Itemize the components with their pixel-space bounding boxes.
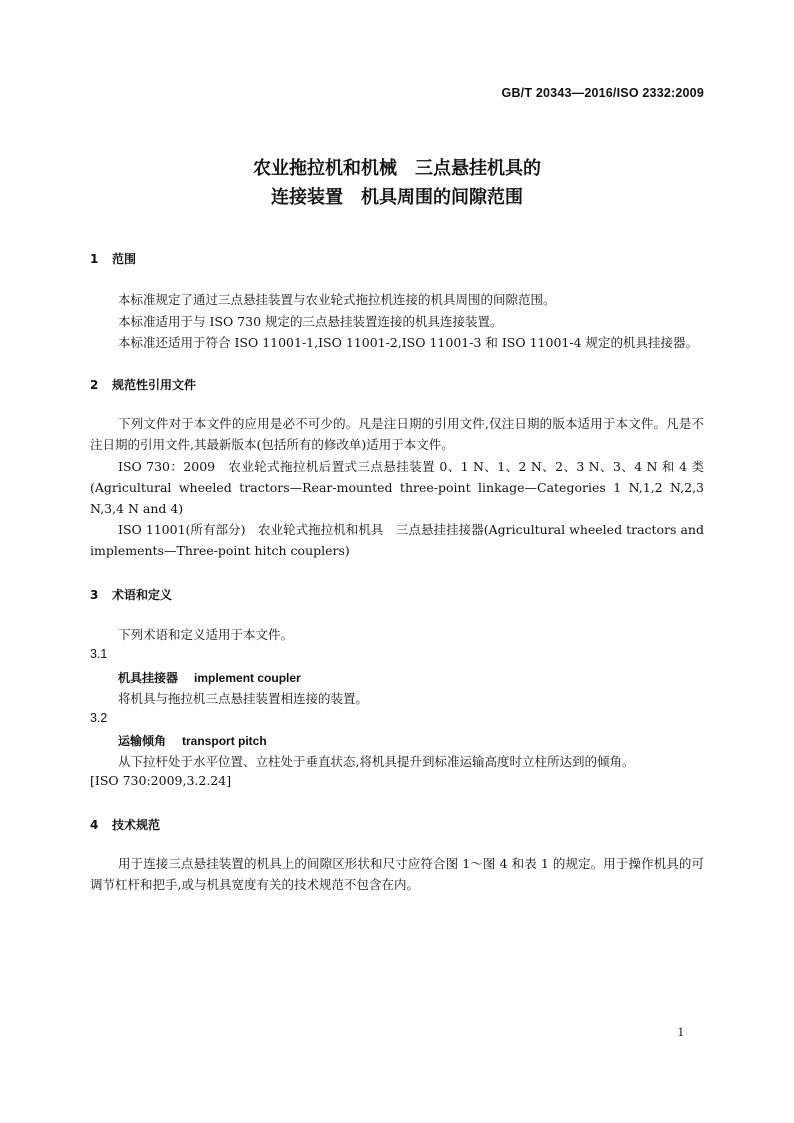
section-title: 规范性引用文件 xyxy=(112,378,197,392)
document-title-line-1: 农业拖拉机和机械 三点悬挂机具的 xyxy=(253,158,541,179)
term-3-1-heading xyxy=(118,669,301,686)
section-3-intro: 下列术语和定义适用于本文件。 xyxy=(118,627,294,642)
normative-reference-iso-730: ISO 730：2009 农业轮式拖拉机后置式三点悬挂装置 0、1 N、1、2 N、2、3 N、3、4 N 和 4 类(Agricultural wheeled tractors—Rear-mounted three-point linkage—Categories 1 N,1,2 N,2,3 N,3,4 N and 4) xyxy=(90,459,704,516)
normative-reference-iso-11001: ISO 11001(所有部分) 农业轮式拖拉机和机具 三点悬挂挂接器(Agricultural wheeled tractors and implements—Three-point hitch couplers) xyxy=(90,522,704,558)
term-3-2-definition: 从下拉杆处于水平位置、立柱处于垂直状态,将机具提升到标准运输高度时立柱所达到的倾角。 xyxy=(118,754,635,769)
document-title-line-2: 连接装置 机具周围的间隙范围 xyxy=(271,187,523,208)
term-3-2-number: 3.2 xyxy=(90,711,108,725)
section-1-paragraph-1: 本标准规定了通过三点悬挂装置与农业轮式拖拉机连接的机具周围的间隙范围。 xyxy=(118,292,556,307)
section-1-paragraph-3: 本标准还适用于符合 ISO 11001-1,ISO 11001-2,ISO 11001-3 和 ISO 11001-4 规定的机具挂接器。 xyxy=(118,335,698,350)
term-chinese: 机具挂接器 xyxy=(118,671,179,685)
term-chinese: 运输倾角 xyxy=(118,734,167,748)
section-2-heading xyxy=(90,376,196,393)
standard-code-header: GB/T 20343—2016/ISO 2332:2009 xyxy=(501,86,704,100)
term-english: implement coupler xyxy=(194,671,301,685)
section-1-paragraph-2: 本标准适用于与 ISO 730 规定的三点悬挂装置连接的机具连接装置。 xyxy=(118,314,503,329)
section-title: 技术规范 xyxy=(112,818,161,832)
section-title: 范围 xyxy=(112,252,137,266)
section-number: 1 xyxy=(90,252,99,266)
section-4-paragraph-1: 用于连接三点悬挂装置的机具上的间隙区形状和尺寸应符合图 1～图 4 和表 1 的规定。用于操作机具的可调节杠杆和把手,或与机具宽度有关的技术规范不包含在内。 xyxy=(90,856,704,892)
section-number: 3 xyxy=(90,588,99,602)
term-3-1-definition: 将机具与拖拉机三点悬挂装置相连接的装置。 xyxy=(118,691,369,706)
section-4-heading xyxy=(90,816,160,833)
page-number: 1 xyxy=(677,1024,684,1039)
section-title: 术语和定义 xyxy=(112,588,173,602)
section-1-heading xyxy=(90,250,136,267)
term-3-2-heading xyxy=(118,732,267,749)
section-2-paragraph-1: 下列文件对于本文件的应用是必不可少的。凡是注日期的引用文件,仅注日期的版本适用于本文件。凡是不注日期的引用文件,其最新版本(包括所有的修改单)适用于本文件。 xyxy=(90,416,704,452)
section-number: 2 xyxy=(90,378,99,392)
term-3-2-source-reference: [ISO 730:2009,3.2.24] xyxy=(90,773,232,788)
section-number: 4 xyxy=(90,818,99,832)
term-3-1-number: 3.1 xyxy=(90,647,108,661)
term-english: transport pitch xyxy=(182,734,267,748)
section-3-heading xyxy=(90,586,172,603)
